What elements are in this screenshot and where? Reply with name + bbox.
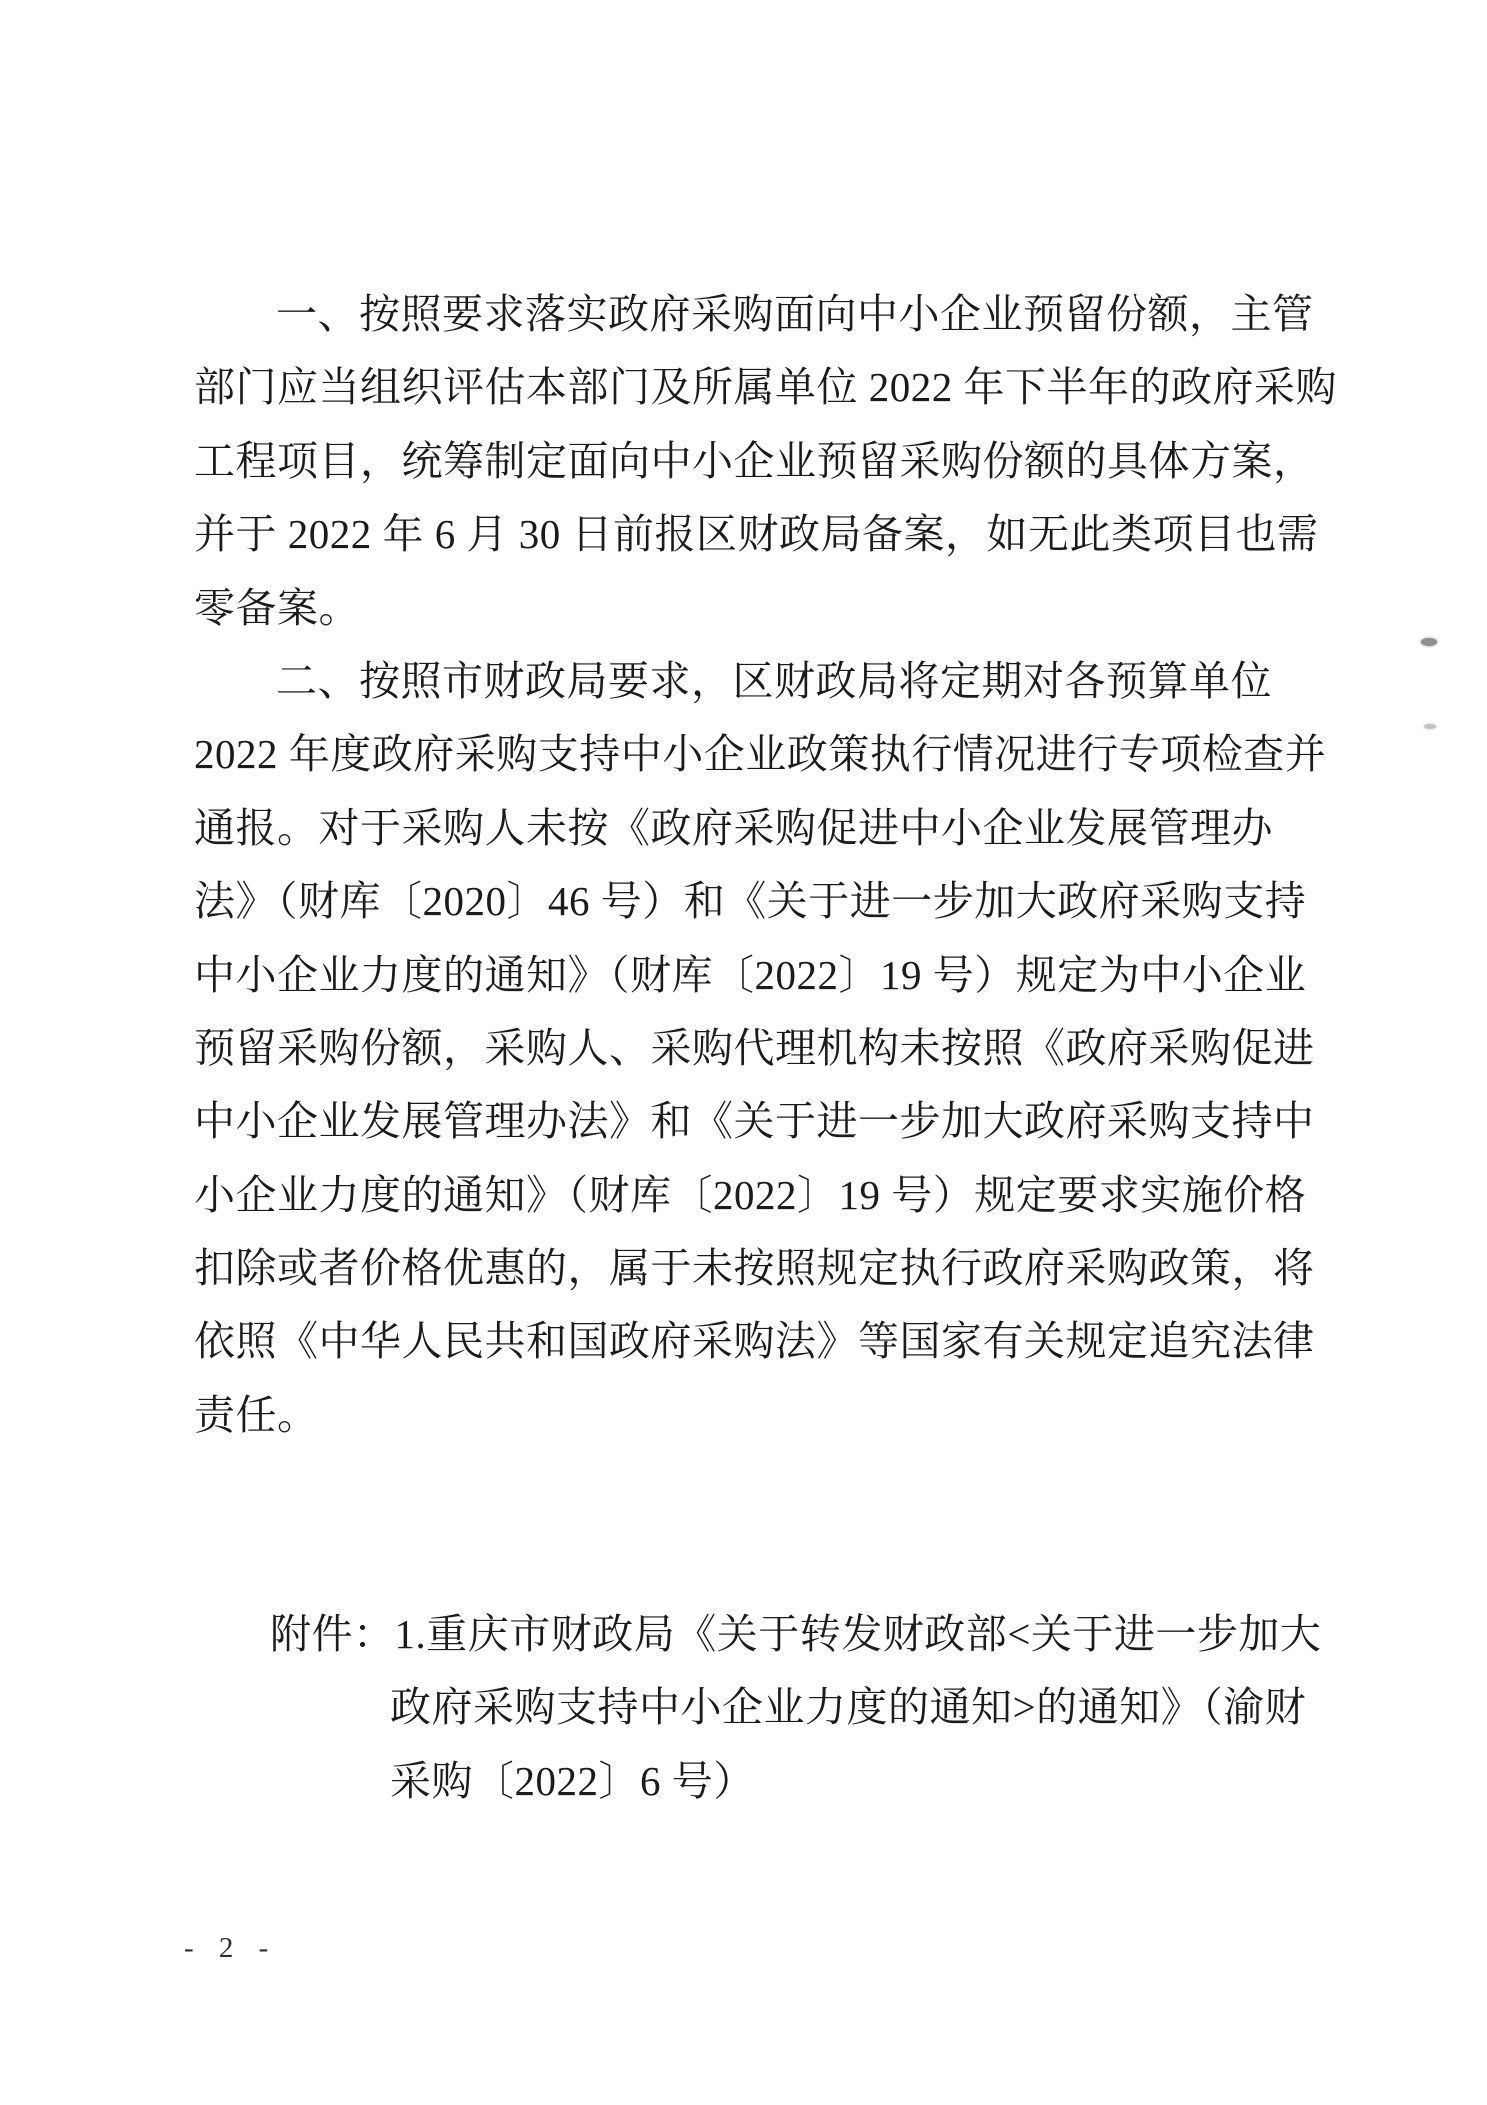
body-line: 小企业力度的通知》（财库〔2022〕19 号）规定要求实施价格 [194, 1171, 1307, 1218]
document-body [194, 278, 1369, 1452]
body-line: 并于 2022 年 6 月 30 日前报区财政局备案，如无此类项目也需 [194, 511, 1319, 558]
attachment-line: 采购〔2022〕6 号） [390, 1757, 755, 1804]
body-line: 零备案。 [194, 584, 360, 631]
body-line: 法》（财库〔2020〕46 号）和《关于进一步加大政府采购支持 [194, 878, 1307, 925]
attachment-block [194, 1598, 1369, 1818]
body-line: 中小企业力度的通知》（财库〔2022〕19 号）规定为中小企业 [194, 951, 1307, 998]
body-line: 中小企业发展管理办法》和《关于进一步加大政府采购支持中 [194, 1098, 1315, 1145]
body-line: 一、按照要求落实政府采购面向中小企业预留份额，主管 [276, 291, 1314, 337]
page-number: - 2 - [184, 1932, 278, 1964]
body-line: 依照《中华人民共和国政府采购法》等国家有关规定追究法律 [194, 1318, 1315, 1365]
attachment-line: 附件：1.重庆市财政局《关于转发财政部<关于进一步加大 [270, 1611, 1322, 1657]
body-line: 部门应当组织评估本部门及所属单位 2022 年下半年的政府采购 [194, 364, 1337, 411]
body-line: 二、按照市财政局要求，区财政局将定期对各预算单位 [276, 657, 1272, 704]
body-line: 预留采购份额，采购人、采购代理机构未按照《政府采购促进 [194, 1024, 1315, 1071]
scan-artifact [1424, 724, 1436, 729]
body-line: 工程项目，统筹制定面向中小企业预留采购份额的具体方案， [194, 437, 1315, 484]
attachment-line: 政府采购支持中小企业力度的通知>的通知》（渝财 [390, 1684, 1307, 1731]
body-line: 责任。 [194, 1391, 319, 1438]
body-line: 通报。对于采购人未按《政府采购促进中小企业发展管理办 [194, 804, 1273, 851]
body-line: 扣除或者价格优惠的，属于未按照规定执行政府采购政策，将 [194, 1245, 1315, 1292]
scan-artifact [1421, 638, 1437, 646]
body-line: 2022 年度政府采购支持中小企业政策执行情况进行专项检查并 [194, 731, 1327, 778]
